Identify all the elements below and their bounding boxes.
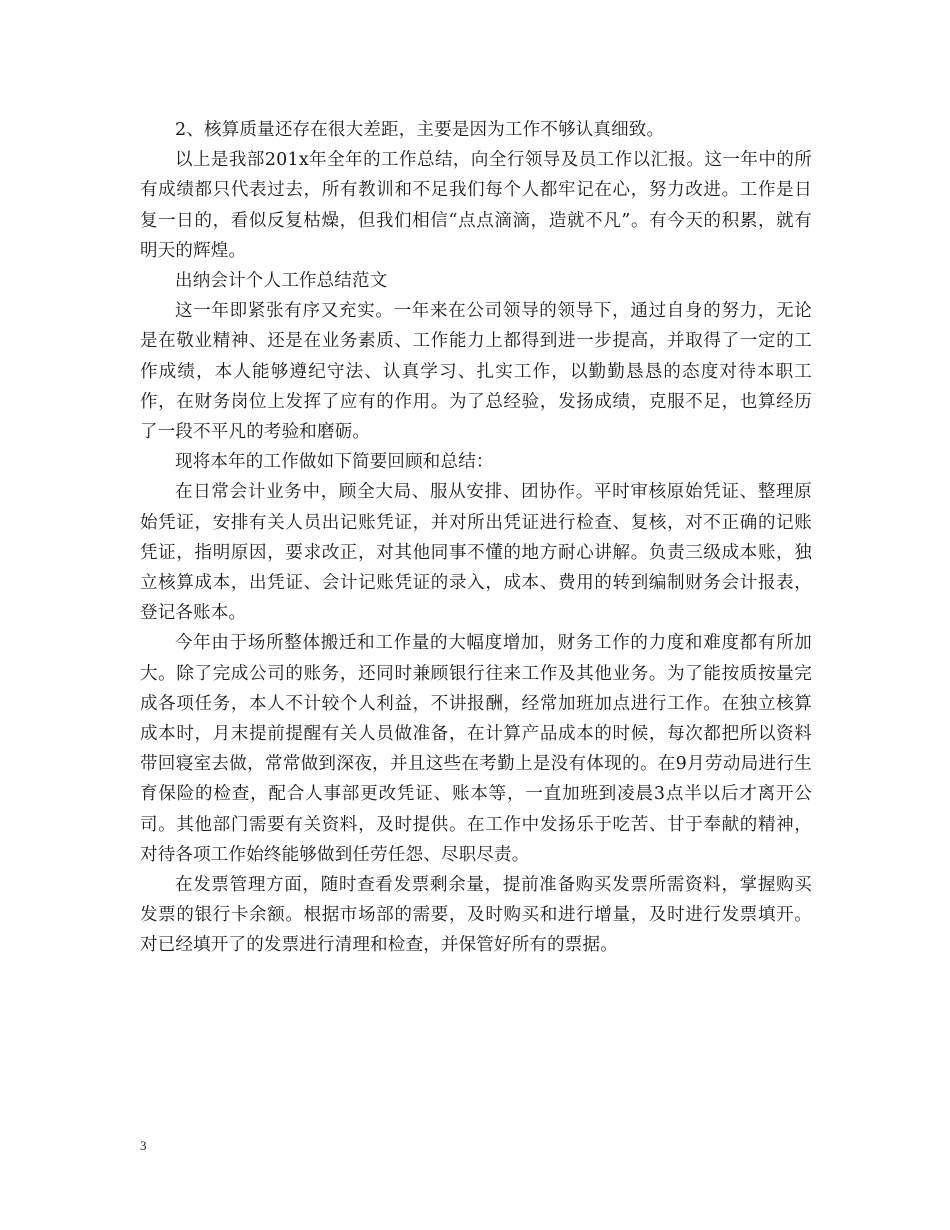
paragraph-daily-accounting: 在日常会计业务中，顾全大局、服从安排、团协作。平时审核原始凭证、整理原始凭证，安排有关人员出记账凭证，并对所出凭证进行检查、复核，对不正确的记账凭证，指明原因，要求改正，对其他同事不懂的地方耐心讲解。负责三级成本账，独立核算成本，出凭证、会计记账凭证的录入，成本、费用的转到编制财务会计报表，登记各账本。 xyxy=(140,482,812,624)
document-body xyxy=(140,115,812,961)
page-number: 3 xyxy=(140,1138,147,1153)
paragraph-invoice-management: 在发票管理方面，随时查看发票剩余量，提前准备购买发票所需资料，掌握购买发票的银行卡余额。根据市场部的需要，及时购买和进行增量，及时进行发票填开。对已经填开了的发票进行清理和检查，并保管好所有的票据。 xyxy=(140,875,812,956)
section-heading: 出纳会计个人工作总结范文 xyxy=(175,271,388,292)
paragraph-year-overview: 这一年即紧张有序又充实。一年来在公司领导的领导下，通过自身的努力，无论是在敬业精神、还是在业务素质、工作能力上都得到进一步提高，并取得了一定的工作成绩，本人能够遵纪守法、认真学习、扎实工作，以勤勤恳恳的态度对待本职工作，在财务岗位上发挥了应有的作用。为了总经验，发扬成绩，克服不足，也算经历了一段不平凡的考验和磨砺。 xyxy=(140,301,812,443)
paragraph-workload-increase: 今年由于场所整体搬迁和工作量的大幅度增加，财务工作的力度和难度都有所加大。除了完成公司的账务，还同时兼顾银行往来工作及其他业务。为了能按质按量完成各项任务，本人不计较个人利益，不讲报酬，经常加班加点进行工作。在独立核算成本时，月末提前提醒有关人员做准备，在计算产品成本的时候，每次都把所以资料带回寝室去做，常常做到深夜，并且这些在考勤上是没有体现的。在9月劳动局进行生育保险的检查，配合人事部更改凭证、账本等，一直加班到凌晨3点半以后才离开公司。其他部门需要有关资料，及时提供。在工作中发扬乐于吃苦、甘于奉献的精神，对待各项工作始终能够做到任劳任怨、尽职尽责。 xyxy=(140,633,812,865)
paragraph-review-intro: 现将本年的工作做如下简要回顾和总结： xyxy=(175,452,494,473)
paragraph-quality-gap: 2、核算质量还存在很大差距，主要是因为工作不够认真细致。 xyxy=(175,120,665,140)
paragraph-summary-conclusion: 以上是我部201x年全年的工作总结，向全行领导及员工作以汇报。这一年中的所有成绩都只代表过去，所有教训和不足我们每个人都牢记在心，努力改进。工作是日复一日的，看似反复枯燥，但我们相信“点点滴滴，造就不凡”。有今天的积累，就有明天的辉煌。 xyxy=(140,150,812,261)
